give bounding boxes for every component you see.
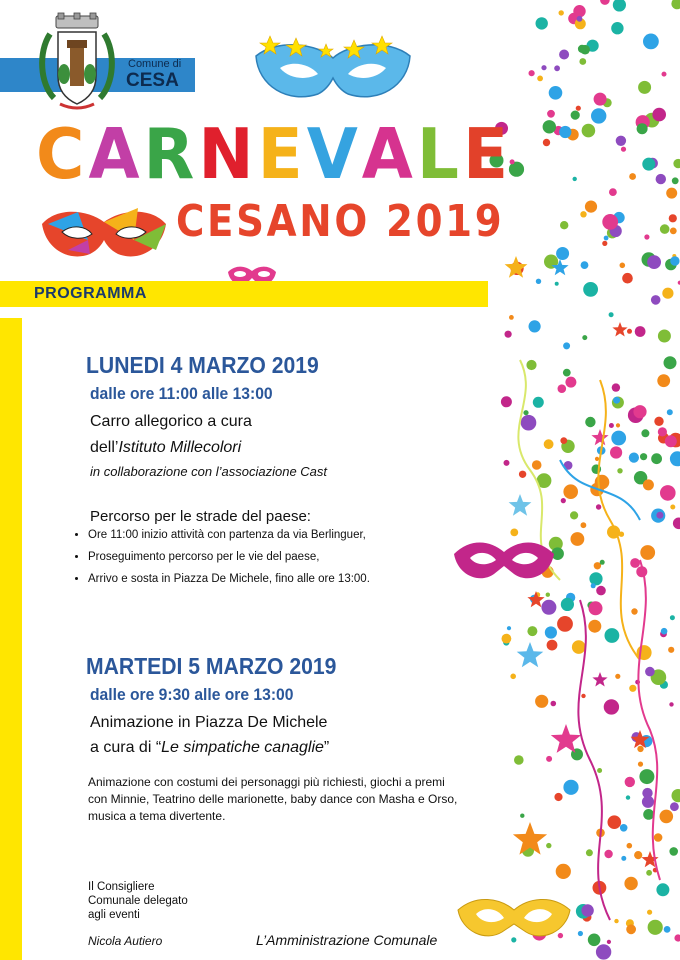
confetti-dot [656,174,666,184]
day2-line1: Animazione in Piazza De Michele [90,714,328,731]
confetti-dot [597,768,602,773]
confetti-dot [521,415,537,431]
confetti-dot [616,136,626,146]
confetti-dot [604,236,609,241]
confetti-dot [629,453,639,463]
confetti-dot [611,431,626,446]
confetti-dot [660,224,670,234]
confetti-dot [585,417,595,427]
programma-label: PROGRAMMA [34,285,147,302]
title-letter: R [143,114,199,195]
confetti-dot [523,410,528,415]
confetti-dot [561,498,566,503]
confetti-dot [610,446,622,458]
confetti-dot [652,108,666,122]
confetti-dot [634,851,642,859]
confetti-dot [635,326,646,337]
confetti-dot [672,789,680,802]
confetti-dot [520,814,524,818]
confetti-dot [609,188,617,196]
list-item: • Proseguimento percorso per le vie del paese, [88,550,478,564]
consigliere-role [88,880,188,922]
confetti-dot [614,919,618,923]
role-line: Il Consigliere [88,881,155,893]
confetti-dot [571,532,585,546]
confetti-dot [624,877,637,890]
confetti-dot [620,263,626,269]
confetti-dot [588,620,601,633]
confetti-dot [591,583,596,588]
confetti-dot [642,158,655,171]
role-line: Comunale delegato [88,895,188,907]
confetti-dot [532,460,542,470]
confetti-dot [554,65,560,71]
star-icon [517,642,544,667]
confetti-dot [616,423,620,427]
confetti-dot [555,282,559,286]
confetti-dot [594,93,607,106]
confetti-dot [665,435,677,447]
signer-name: Nicola Autiero [88,934,163,948]
confetti-dot [581,522,587,528]
confetti-dot [563,780,578,795]
confetti-dot [557,616,573,632]
confetti-dot [544,439,554,449]
confetti-dot [638,762,643,767]
confetti-dot [637,123,648,134]
confetti-dot [578,45,586,53]
confetti-dot [604,850,612,858]
confetti-dot [536,279,541,284]
blue-mask-icon [248,28,418,108]
title-letter: V [306,114,362,195]
confetti-dot [651,453,662,464]
confetti-dot [656,883,669,896]
confetti-dot [526,360,536,370]
day1-hours: dalle ore 11:00 alle 13:00 [90,384,273,403]
confetti-dot [596,944,611,959]
confetti-dot [631,608,637,614]
confetti-dot [670,451,680,466]
confetti-dot [638,81,651,94]
star-icon [591,429,608,445]
confetti-dot [581,904,593,916]
confetti-dot [580,211,586,217]
confetti-dot [641,429,649,437]
day2-title: MARTEDI 5 MARZO 2019 [86,653,337,679]
confetti-dot [501,396,512,407]
confetti-dot [670,505,675,510]
confetti-dot [642,796,654,808]
confetti-dot [640,545,655,560]
confetti-dot [581,261,589,269]
confetti-dot [558,384,567,393]
confetti-dot [668,647,674,653]
day1-line2-prefix: dell’ [90,439,119,456]
confetti-dot [556,247,569,260]
confetti-dot [674,934,680,941]
confetti-dot [600,560,605,565]
confetti-dot [633,405,646,418]
confetti-dot [549,86,563,100]
confetti-dot [541,600,556,615]
confetti-dot [629,685,636,692]
confetti-dot [617,468,622,473]
confetti-dot [546,756,552,762]
confetti-dot [588,934,601,947]
harlequin-mask-icon [38,200,170,264]
confetti-dot [654,833,663,842]
confetti-dot [640,453,647,460]
confetti-dot [543,139,550,146]
confetti-dot [626,924,636,934]
confetti-dot [666,188,677,199]
confetti-dot [573,5,585,17]
confetti-dot [621,856,626,861]
confetti-dot [596,586,606,596]
confetti-dot [571,111,580,120]
confetti-dot [537,76,543,82]
confetti-dot [563,484,578,499]
confetti-dot [609,312,614,317]
title-letter: A [88,114,144,195]
star-icon [592,672,607,687]
star-icon [612,322,627,337]
day2-line2-italic: Le simpatiche canaglie [161,739,324,756]
confetti-dot [673,159,680,168]
confetti-dot [547,110,555,118]
confetti-dot [672,177,679,184]
confetti-dot [589,601,603,615]
confetti-dot [658,427,667,436]
confetti-dot [613,0,626,12]
confetti-dot [613,397,620,404]
confetti-dot [529,70,535,76]
confetti-dot [611,22,623,34]
confetti-dot [660,485,676,501]
title-letter: C [36,114,89,195]
confetti-dot [621,147,626,152]
confetti-dot [622,273,633,284]
confetti-dot [586,849,593,856]
day2-line2-prefix: a cura di “ [90,739,162,756]
confetti-dot [664,356,677,369]
title-letter: L [416,114,463,195]
title-letter: E [462,114,513,195]
confetti-dot [559,50,569,60]
confetti-dot [563,369,571,377]
list-item: • Ore 11:00 inizio attività con partenza da via Berlinguer, [88,528,478,542]
confetti-dot [661,628,668,635]
administration-signature: L’Amministrazione Comunale [256,932,438,948]
confetti-dot [514,755,524,765]
confetti-dot [662,288,673,299]
confetti-dot [529,320,541,332]
list-item: • Arrivo e sosta in Piazza De Michele, fino alle ore 13:00. [88,572,478,586]
confetti-dot [669,702,673,706]
confetti-dot [596,504,601,509]
confetti-dot [647,255,661,269]
confetti-dot [591,108,606,123]
role-line: agli eventi [88,909,140,921]
confetti-dot [595,457,599,461]
confetti-dot [509,315,514,320]
confetti-dot [578,931,583,936]
confetti-dot [626,795,630,799]
confetti-dot [576,106,581,111]
main-title [36,114,513,195]
confetti-dot [673,518,680,530]
streamer-icon [638,560,660,880]
confetti-dot [657,374,670,387]
confetti-dot [647,910,652,915]
confetti-dot [612,383,620,391]
confetti-dot [604,699,619,714]
confetti-dot [583,282,598,297]
day1-line1: Carro allegorico a cura [90,413,252,430]
confetti-dot [519,471,526,478]
confetti-dot [651,295,661,305]
confetti-dot [527,626,537,636]
confetti-dot [648,920,663,935]
confetti-dot [643,809,654,820]
confetti-dot [582,335,587,340]
confetti-dot [504,460,510,466]
confetti-dot [605,628,620,643]
gold-mask-icon [456,892,572,942]
day2-line2 [90,739,329,757]
title-letter: A [361,114,417,195]
confetti-dot [615,674,620,679]
title-letter: E [257,114,307,195]
confetti-dot [600,0,610,5]
confetti-dot [545,626,557,638]
sub-title: CESANO 2019 [176,196,505,247]
confetti-dot [644,234,649,239]
confetti-dot [559,126,571,138]
day2-line2-suffix: ” [323,739,330,756]
confetti-dot [589,572,602,585]
confetti-dot [658,330,671,343]
confetti-dot [563,342,570,349]
confetti-dot [546,843,551,848]
confetti-dot [667,409,673,415]
confetti-dot [510,674,516,680]
confetti-dot [669,847,678,856]
confetti-dot [639,769,654,784]
confetti-dot [507,626,511,630]
day1-collab: in collaborazione con l’associazione Cast [90,464,328,479]
confetti-dot [654,417,663,426]
confetti-dot [671,0,680,9]
confetti-dot [643,479,654,490]
confetti-dot [620,824,628,832]
confetti-dot [551,701,557,707]
confetti-dot [656,512,663,519]
confetti-dot [577,16,583,22]
confetti-dot [629,173,636,180]
confetti-dot [670,256,679,265]
confetti-dot [643,34,659,50]
confetti-dot [645,667,655,677]
confetti-dot [627,329,632,334]
confetti-dot [602,214,618,230]
confetti-dot [535,695,548,708]
confetti-dot [543,120,556,133]
confetti-dot [609,423,614,428]
confetti-dot [556,864,571,879]
day1-line2 [90,439,241,457]
confetti-dot [579,58,586,65]
confetti-dot [670,615,675,620]
confetti-dot [541,65,546,70]
confetti-dot [602,241,607,246]
crest-icon [34,12,120,114]
left-yellow-bar [0,318,22,960]
confetti-dot [546,593,550,597]
confetti-dot [608,815,622,829]
day1-line2-italic: Istituto Millecolori [118,439,242,456]
day1-route-heading: Percorso per le strade del paese: [90,508,311,525]
confetti-dot [547,640,558,651]
route-steps [72,528,478,594]
confetti-dot [660,810,674,824]
day1-title: LUNEDI 4 MARZO 2019 [86,352,319,378]
comune-name: CESA [126,70,179,91]
title-letter: N [198,114,258,195]
confetti-dot [570,511,578,519]
confetti-dot [561,598,574,611]
confetti-dot [560,221,568,229]
confetti-dot [502,634,512,644]
confetti-dot [670,228,677,235]
day2-description: Animazione con costumi dei personaggi più richiesti, giochi a premi con Minnie, Teatrino delle marionette, baby dance con Masha e Orso, musica a tema divertente. [88,775,458,823]
day2-hours: dalle ore 9:30 alle ore 13:00 [90,685,294,704]
confetti-dot [637,746,643,752]
confetti-dot [565,377,576,388]
confetti-dot [585,201,597,213]
confetti-dot [669,214,677,222]
confetti-dot [627,843,633,849]
confetti-dot [664,926,671,933]
confetti-dot [505,331,512,338]
confetti-dot [662,72,667,77]
confetti-dot [559,10,564,15]
confetti-dot [646,870,652,876]
confetti-dot [625,777,635,787]
confetti-dot [536,17,548,29]
confetti-dot [581,694,585,698]
confetti-dot [533,397,544,408]
confetti-dot [560,437,567,444]
confetti-dot [630,558,640,568]
confetti-dot [573,177,577,181]
confetti-dot [670,802,679,811]
comune-prefix: Comune di [128,58,182,70]
confetti-dot [572,640,586,654]
star-icon [509,494,532,516]
confetti-dot [607,940,611,944]
confetti-dot [582,124,596,138]
confetti-dot [554,793,562,801]
